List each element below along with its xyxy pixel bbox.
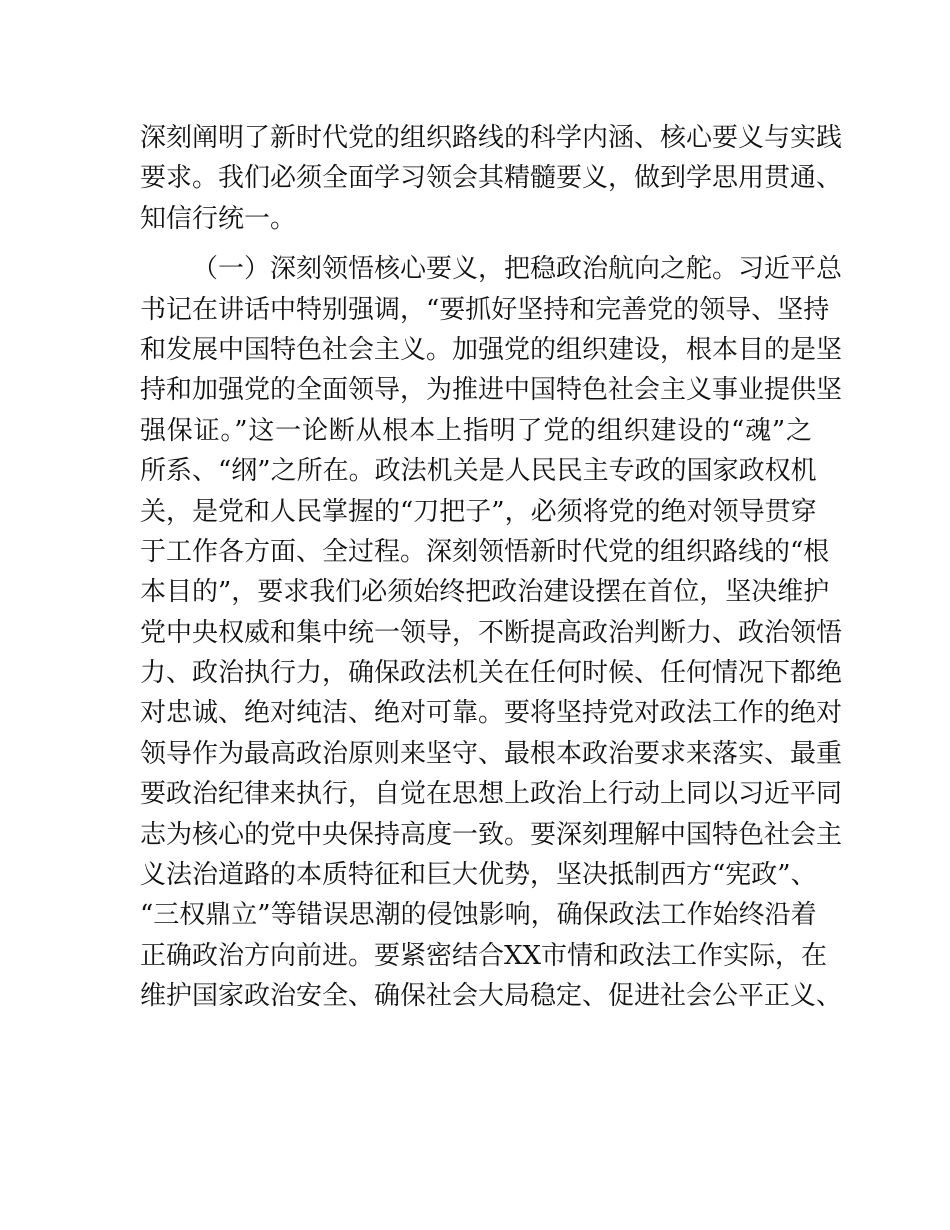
document-body [140, 118, 843, 1017]
paragraph-2 [140, 249, 843, 1016]
text-line: 持和加强党的全面领导，为推进中国特色社会主义事业提供坚 [140, 375, 843, 406]
text-line: 关，是党和人民掌握的“刀把子”，必须将党的绝对领导贯穿 [140, 496, 817, 527]
text-line: 义法治道路的本质特征和巨大优势，坚决抵制西方“宪政”、 [140, 860, 817, 891]
text-line: 和发展中国特色社会主义。加强党的组织建设，根本目的是坚 [140, 334, 843, 365]
text-line: 党中央权威和集中统一领导，不断提高政治判断力、政治领悟 [140, 617, 843, 648]
paragraph-1 [140, 118, 843, 239]
text-line: 于工作各方面、全过程。深刻领悟新时代党的组织路线的“根 [140, 536, 830, 567]
text-line: 对忠诚、绝对纯洁、绝对可靠。要将坚持党对政法工作的绝对 [140, 698, 843, 729]
text-line: 书记在讲话中特别强调，“要抓好坚持和完善党的领导、坚持 [140, 294, 830, 325]
text-line: 强保证。”这一论断从根本上指明了党的组织建设的“魂”之 [140, 415, 812, 446]
text-line: （一）深刻领悟核心要义，把稳政治航向之舵。习近平总 [192, 254, 843, 285]
text-line: 维护国家政治安全、确保社会大局稳定、促进社会公平正义、 [140, 981, 843, 1012]
text-line: 志为核心的党中央保持高度一致。要深刻理解中国特色社会主 [140, 819, 843, 850]
text-line: 知信行统一。 [140, 203, 297, 234]
paragraph-spacing [140, 239, 812, 249]
text-line: 深刻阐明了新时代党的组织路线的科学内涵、核心要义与实践 [140, 123, 843, 153]
text-line: 要求。我们必须全面学习领会其精髓要义，做到学思用贯通、 [140, 163, 843, 194]
text-line: 所系、“纲”之所在。政法机关是人民民主专政的国家政权机 [140, 456, 817, 487]
text-line: 力、政治执行力，确保政法机关在任何时候、任何情况下都绝 [140, 658, 843, 689]
text-line: 正确政治方向前进。要紧密结合XX市情和政法工作实际，在 [140, 940, 828, 971]
text-line: “三权鼎立”等错误思潮的侵蚀影响，确保政法工作始终沿着 [140, 900, 817, 931]
text-line: 本目的”，要求我们必须始终把政治建设摆在首位，坚决维护 [140, 577, 830, 608]
text-line: 要政治纪律来执行，自觉在思想上政治上行动上同以习近平同 [140, 779, 843, 810]
text-line: 领导作为最高政治原则来坚守、最根本政治要求来落实、最重 [140, 738, 843, 769]
